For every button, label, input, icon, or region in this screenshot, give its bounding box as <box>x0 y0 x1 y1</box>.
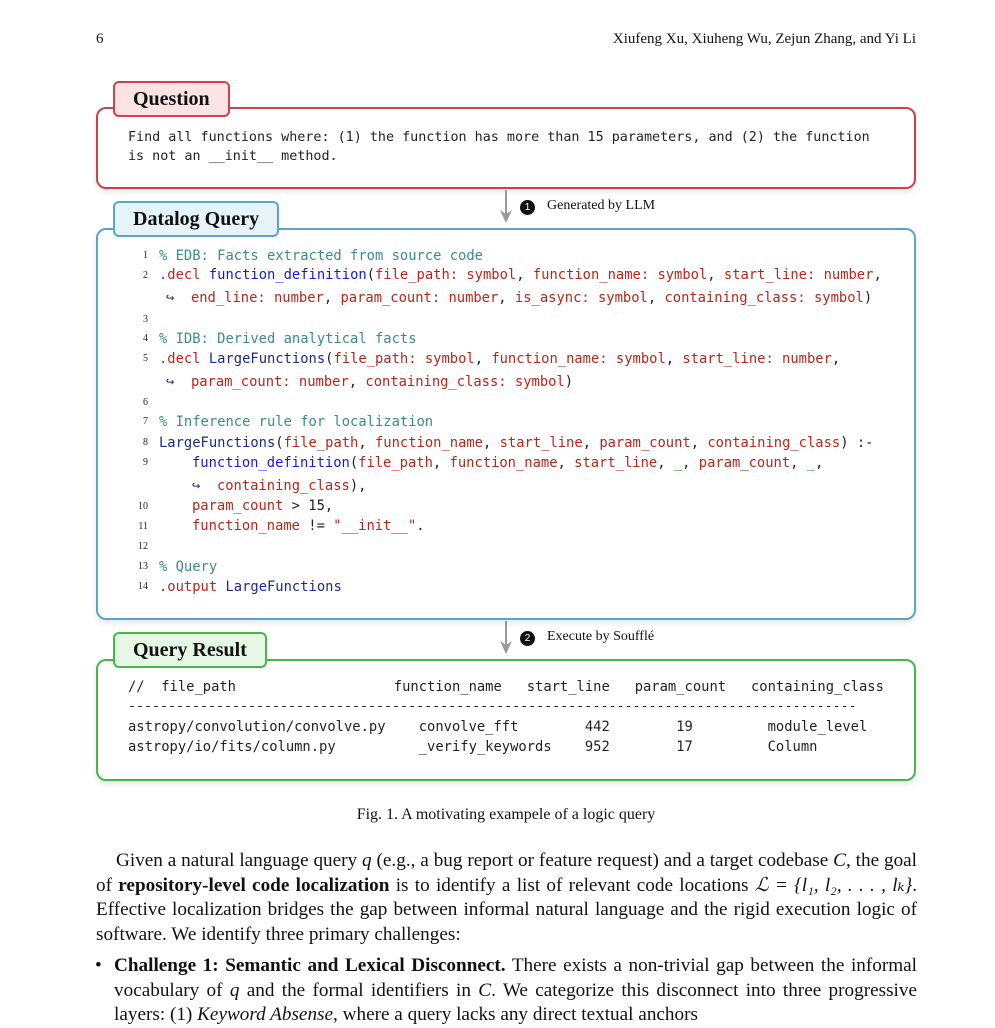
step-2-label: Execute by Soufflé <box>547 629 655 644</box>
question-line-1: Find all functions where: (1) the function has more than 15 parameters, and (2) the function <box>128 130 870 145</box>
code-comment: % IDB: Derived analytical facts <box>159 331 417 347</box>
bullet: • <box>95 955 102 976</box>
figure-caption: Fig. 1. A motivating exampele of a logic query <box>356 806 656 823</box>
step-1-label: Generated by LLM <box>547 198 656 213</box>
line-number: 8 <box>143 437 148 448</box>
challenge-1-item: • Challenge 1: Semantic and Lexical Disconnect. There exists a non-trivial gap between the informal vocabulary of q and the formal identifiers in C. We categorize this disconnect into three progressive layers: (1) Keyword Absense, where a query lacks any direct textual anchors <box>95 955 918 1026</box>
code-line <box>159 248 483 264</box>
code-comment: % EDB: Facts extracted from source code <box>159 248 483 264</box>
line-number: 9 <box>143 457 148 468</box>
line-number: 4 <box>143 333 148 344</box>
code-line: .output LargeFunctions <box>159 579 342 595</box>
code-line: ↪ end_line: number, param_count: number, is_async: symbol, containing_class: symbol) <box>166 290 873 306</box>
code-line: ↪ containing_class), <box>192 478 367 494</box>
code-comment: % Inference rule for localization <box>159 414 434 430</box>
line-number: 5 <box>143 353 148 364</box>
line-number: 12 <box>138 541 148 552</box>
line-number: 3 <box>143 314 148 325</box>
code-line: function_name != "__init__". <box>192 518 425 534</box>
wrap-arrow-icon: ↪ <box>166 290 175 306</box>
step-2-badge: 2 <box>520 631 535 646</box>
line-number: 2 <box>143 270 148 281</box>
result-row: astropy/convolution/convolve.py convolve_fft 442 19 module_level <box>128 719 868 735</box>
code-comment: % Query <box>159 559 218 575</box>
code-line <box>159 414 433 430</box>
code-line: function_definition(file_path, function_name, start_line, _, param_count, _, <box>192 455 824 471</box>
line-number: 13 <box>138 561 148 572</box>
arrow-down-icon <box>499 190 513 224</box>
code-line <box>159 559 217 575</box>
paragraph-intro: Given a natural language query q (e.g., a bug report or feature request) and a target codebase C, the goal of repository-level code localization is to identify a list of relevant code locations ℒ = {l₁, l₂, . . . , lₖ}. Effective localization bridges the gap between informal natural language and the rigid execution logic of software. We identify three primary challenges: <box>96 850 918 946</box>
line-number: 6 <box>143 397 148 408</box>
code-line: .decl LargeFunctions(file_path: symbol, function_name: symbol, start_line: number, <box>159 351 841 367</box>
code-line: .decl function_definition(file_path: symbol, function_name: symbol, start_line: number, <box>159 267 882 283</box>
question-tag: Question <box>113 81 230 117</box>
wrap-arrow-icon: ↪ <box>192 478 201 494</box>
question-text <box>128 128 870 166</box>
code-line: LargeFunctions(file_path, function_name, start_line, param_count, containing_class) :- <box>159 435 874 451</box>
line-number: 7 <box>143 416 148 427</box>
running-header-authors: Xiufeng Xu, Xiuheng Wu, Zejun Zhang, and Yi Li <box>612 31 916 47</box>
page-number: 6 <box>96 31 104 47</box>
wrap-arrow-icon: ↪ <box>166 374 175 390</box>
line-number: 1 <box>143 250 148 261</box>
line-number: 14 <box>138 581 148 592</box>
arrow-down-icon <box>499 621 513 655</box>
code-line: ↪ param_count: number, containing_class: symbol) <box>166 374 574 390</box>
result-tag: Query Result <box>113 632 267 668</box>
result-separator: ------------------------------------------------------------------------------------------- <box>128 699 857 714</box>
code-line <box>159 331 417 347</box>
code-line: param_count > 15, <box>192 498 334 514</box>
line-number: 11 <box>138 521 148 532</box>
result-row: astropy/io/fits/column.py _verify_keywords 952 17 Column <box>128 739 818 755</box>
step-1-badge: 1 <box>520 200 535 215</box>
line-number: 10 <box>138 501 148 512</box>
result-header: // file_path function_name start_line param_count containing_class <box>128 679 884 695</box>
question-line-2: is not an __init__ method. <box>128 149 338 164</box>
datalog-tag: Datalog Query <box>113 201 279 237</box>
